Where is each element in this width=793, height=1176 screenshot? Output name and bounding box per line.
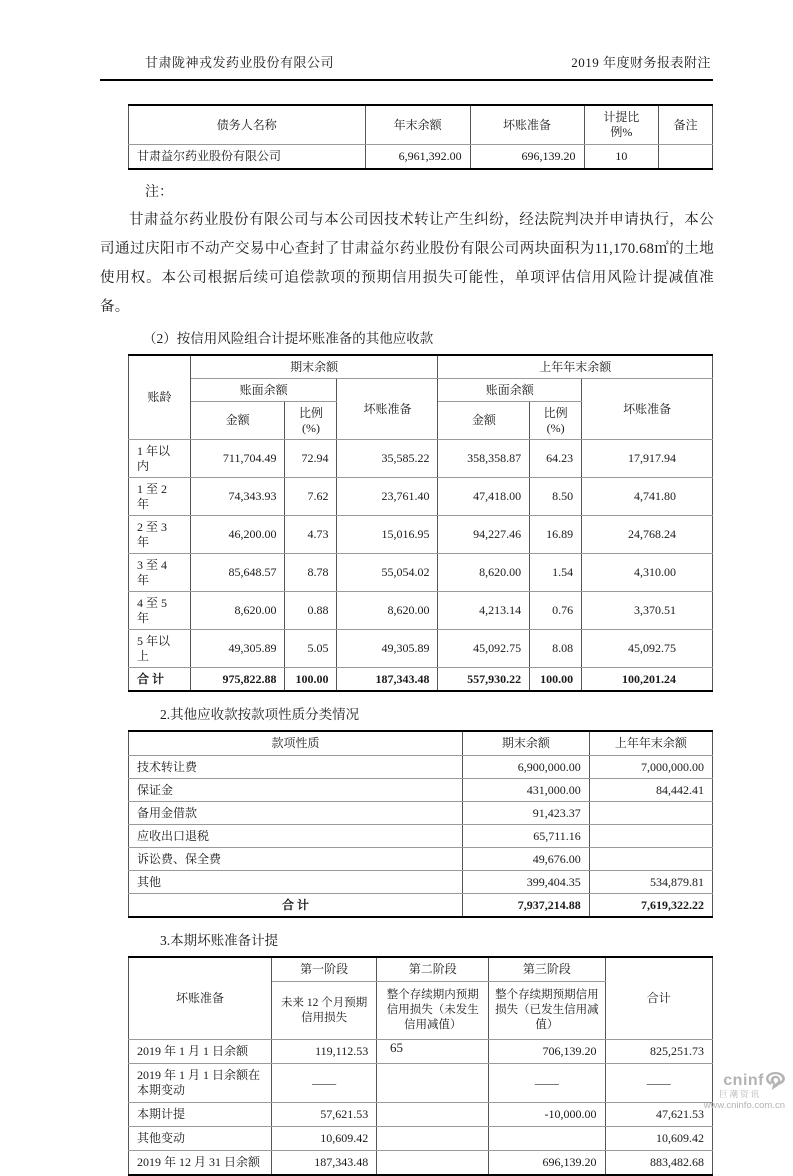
value-cell: 55,054.02 bbox=[337, 554, 438, 592]
value-cell bbox=[377, 1064, 489, 1103]
nature-label-cell: 其他 bbox=[129, 871, 463, 894]
value-cell: 64.23 bbox=[530, 440, 582, 478]
value-cell: 534,879.81 bbox=[589, 871, 712, 894]
col-header-remark: 备注 bbox=[659, 105, 713, 145]
debtor-name-cell: 甘肃益尔药业股份有限公司 bbox=[129, 145, 366, 170]
col-header-debtor: 债务人名称 bbox=[129, 105, 366, 145]
col-header-stage3-desc: 整个存续期预期信用损失（已发生信用减值） bbox=[489, 982, 605, 1040]
nature-label-cell: 保证金 bbox=[129, 779, 463, 802]
value-cell bbox=[589, 848, 712, 871]
value-cell: 16.89 bbox=[530, 516, 582, 554]
value-cell: 85,648.57 bbox=[190, 554, 285, 592]
page-header bbox=[100, 0, 711, 71]
row-label-cell: 2019 年 12 月 31 日余额 bbox=[129, 1151, 272, 1176]
value-cell: 358,358.87 bbox=[438, 440, 530, 478]
single-item-provision-table bbox=[128, 104, 713, 170]
col-header-row-label: 坏账准备 bbox=[129, 957, 272, 1040]
table-row bbox=[129, 825, 713, 848]
col-header-bad-debt: 坏账准备 bbox=[337, 379, 438, 440]
header-row bbox=[129, 105, 713, 145]
value-cell: 975,822.88 bbox=[190, 668, 285, 692]
table-row bbox=[129, 1151, 713, 1176]
nature-label-cell: 应收出口退税 bbox=[129, 825, 463, 848]
col-header-book-balance: 账面余额 bbox=[438, 379, 582, 402]
value-cell: 696,139.20 bbox=[470, 145, 584, 170]
value-cell: 84,442.41 bbox=[589, 779, 712, 802]
value-cell bbox=[489, 1127, 605, 1151]
company-name: 甘肃陇神戎发药业股份有限公司 bbox=[145, 55, 335, 70]
value-cell: 17,917.94 bbox=[582, 440, 713, 478]
table-row bbox=[129, 756, 713, 779]
value-cell: 8.08 bbox=[530, 630, 582, 668]
total-row bbox=[129, 894, 713, 918]
value-cell: 10 bbox=[584, 145, 659, 170]
table-row bbox=[129, 145, 713, 170]
cninfo-brand-cn: 巨潮资讯 bbox=[718, 1089, 761, 1099]
col-header-period-end: 期末余额 bbox=[463, 731, 590, 756]
value-cell: 4.73 bbox=[285, 516, 337, 554]
value-cell: 72.94 bbox=[285, 440, 337, 478]
table-row bbox=[129, 871, 713, 894]
value-cell: 4,741.80 bbox=[582, 478, 713, 516]
col-header-stage3: 第三阶段 bbox=[489, 957, 605, 982]
value-cell: 431,000.00 bbox=[463, 779, 590, 802]
value-cell: 74,343.93 bbox=[190, 478, 285, 516]
aging-label-cell: 5 年以上 bbox=[129, 630, 191, 668]
table-row bbox=[129, 440, 713, 478]
value-cell: 711,704.49 bbox=[190, 440, 285, 478]
col-header-prior-year-end: 上年年末余额 bbox=[589, 731, 712, 756]
table-row bbox=[129, 554, 713, 592]
value-cell: 7,000,000.00 bbox=[589, 756, 712, 779]
table-row bbox=[129, 630, 713, 668]
value-cell: 0.76 bbox=[530, 592, 582, 630]
value-cell bbox=[377, 1127, 489, 1151]
col-header-total: 合计 bbox=[605, 957, 712, 1040]
value-cell: 15,016.95 bbox=[337, 516, 438, 554]
value-cell: 8.50 bbox=[530, 478, 582, 516]
col-header-aging: 账龄 bbox=[129, 355, 191, 440]
value-cell: 10,609.42 bbox=[605, 1127, 712, 1151]
nature-classification-table bbox=[128, 730, 713, 918]
value-cell: —— bbox=[489, 1064, 605, 1103]
col-header-bad-debt: 坏账准备 bbox=[582, 379, 713, 440]
value-cell: 696,139.20 bbox=[489, 1151, 605, 1176]
col-header-year-end-balance: 年末余额 bbox=[365, 105, 470, 145]
aging-label-cell: 2 至 3 年 bbox=[129, 516, 191, 554]
table-row bbox=[129, 779, 713, 802]
table-row bbox=[129, 1064, 713, 1103]
col-header-stage1-desc: 未来 12 个月预期信用损失 bbox=[272, 982, 377, 1040]
row-label-cell: 其他变动 bbox=[129, 1127, 272, 1151]
value-cell: 49,305.89 bbox=[337, 630, 438, 668]
value-cell: 706,139.20 bbox=[489, 1040, 605, 1064]
value-cell: 100.00 bbox=[530, 668, 582, 692]
value-cell: —— bbox=[605, 1064, 712, 1103]
value-cell: 7,937,214.88 bbox=[463, 894, 590, 918]
value-cell bbox=[589, 825, 712, 848]
value-cell: 23,761.40 bbox=[337, 478, 438, 516]
col-header-ratio: 计提比例% bbox=[584, 105, 659, 145]
header-row bbox=[129, 731, 713, 756]
value-cell bbox=[589, 802, 712, 825]
aging-label-cell: 1 至 2 年 bbox=[129, 478, 191, 516]
value-cell: 187,343.48 bbox=[272, 1151, 377, 1176]
header-row bbox=[129, 957, 713, 982]
aging-label-cell: 4 至 5 年 bbox=[129, 592, 191, 630]
value-cell: 825,251.73 bbox=[605, 1040, 712, 1064]
value-cell: 100.00 bbox=[285, 668, 337, 692]
row-label-cell: 2019 年 1 月 1 日余额 bbox=[129, 1040, 272, 1064]
value-cell: 8,620.00 bbox=[438, 554, 530, 592]
col-header-nature: 款项性质 bbox=[129, 731, 463, 756]
col-header-period-end: 期末余额 bbox=[190, 355, 438, 379]
value-cell: 6,961,392.00 bbox=[365, 145, 470, 170]
section-heading-provision: 3.本期坏账准备计提 bbox=[160, 933, 279, 948]
value-cell: -10,000.00 bbox=[489, 1103, 605, 1127]
col-header-prior-year-end: 上年年末余额 bbox=[438, 355, 713, 379]
value-cell: —— bbox=[272, 1064, 377, 1103]
col-header-amount: 金额 bbox=[190, 402, 285, 440]
col-header-ratio: 比例(%) bbox=[530, 402, 582, 440]
report-title: 2019 年度财务报表附注 bbox=[571, 55, 711, 70]
value-cell: 187,343.48 bbox=[337, 668, 438, 692]
value-cell: 35,585.22 bbox=[337, 440, 438, 478]
value-cell: 7.62 bbox=[285, 478, 337, 516]
value-cell: 8,620.00 bbox=[190, 592, 285, 630]
value-cell: 91,423.37 bbox=[463, 802, 590, 825]
col-header-stage2-desc: 整个存续期内预期信用损失（未发生信用减值） bbox=[377, 982, 489, 1040]
value-cell: 883,482.68 bbox=[605, 1151, 712, 1176]
value-cell: 557,930.22 bbox=[438, 668, 530, 692]
total-row bbox=[129, 668, 713, 692]
row-label-cell: 本期计提 bbox=[129, 1103, 272, 1127]
table-row bbox=[129, 802, 713, 825]
value-cell: 100,201.24 bbox=[582, 668, 713, 692]
value-cell bbox=[377, 1151, 489, 1176]
col-header-amount: 金额 bbox=[438, 402, 530, 440]
row-label-cell: 2019 年 1 月 1 日余额在本期变动 bbox=[129, 1064, 272, 1103]
col-header-book-balance: 账面余额 bbox=[190, 379, 337, 402]
section-heading-credit-risk: （2）按信用风险组合计提坏账准备的其他应收款 bbox=[143, 331, 434, 346]
value-cell: 57,621.53 bbox=[272, 1103, 377, 1127]
cninfo-watermark bbox=[704, 1072, 785, 1111]
value-cell: 119,112.53 bbox=[272, 1040, 377, 1064]
value-cell: 0.88 bbox=[285, 592, 337, 630]
value-cell: 6,900,000.00 bbox=[463, 756, 590, 779]
col-header-stage1: 第一阶段 bbox=[272, 957, 377, 982]
page-body bbox=[100, 104, 714, 1176]
value-cell: 10,609.42 bbox=[272, 1127, 377, 1151]
value-cell: 24,768.24 bbox=[582, 516, 713, 554]
value-cell: 94,227.46 bbox=[438, 516, 530, 554]
value-cell: 47,621.53 bbox=[605, 1103, 712, 1127]
value-cell: 4,310.00 bbox=[582, 554, 713, 592]
note-paragraph: 甘肃益尔药业股份有限公司与本公司因技术转让产生纠纷，经法院判决并申请执行，本公司通过庆阳市不动产交易中心查封了甘肃益尔药业股份有限公司两块面积为11,170.68㎡的土地使用权。本公司根据后续可追偿款项的预期信用损失可能性，单项评估信用风险计提减值准备。 bbox=[100, 212, 714, 315]
page-number: 65 bbox=[390, 1040, 403, 1055]
value-cell: 47,418.00 bbox=[438, 478, 530, 516]
value-cell: 8,620.00 bbox=[337, 592, 438, 630]
value-cell: 3,370.51 bbox=[582, 592, 713, 630]
table-row bbox=[129, 478, 713, 516]
provision-stage-table bbox=[128, 956, 713, 1176]
total-label-cell: 合 计 bbox=[129, 668, 191, 692]
table-row bbox=[129, 516, 713, 554]
aging-label-cell: 3 至 4 年 bbox=[129, 554, 191, 592]
table-row bbox=[129, 1127, 713, 1151]
table-row bbox=[129, 592, 713, 630]
aging-analysis-table bbox=[128, 354, 713, 692]
value-cell: 49,305.89 bbox=[190, 630, 285, 668]
value-cell: 1.54 bbox=[530, 554, 582, 592]
table-row bbox=[129, 848, 713, 871]
value-cell: 49,676.00 bbox=[463, 848, 590, 871]
table-row bbox=[129, 1103, 713, 1127]
note-label: 注： bbox=[145, 185, 173, 200]
nature-label-cell: 备用金借款 bbox=[129, 802, 463, 825]
aging-label-cell: 1 年以内 bbox=[129, 440, 191, 478]
nature-label-cell: 诉讼费、保全费 bbox=[129, 848, 463, 871]
value-cell: 46,200.00 bbox=[190, 516, 285, 554]
col-header-ratio: 比例(%) bbox=[285, 402, 337, 440]
section-heading-nature: 2.其他应收款按款项性质分类情况 bbox=[160, 707, 360, 722]
value-cell: 8.78 bbox=[285, 554, 337, 592]
value-cell: 45,092.75 bbox=[582, 630, 713, 668]
cninfo-logo-icon bbox=[766, 1072, 785, 1090]
value-cell bbox=[377, 1103, 489, 1127]
remark-cell bbox=[659, 145, 713, 170]
cninfo-url: www.cninfo.com.cn bbox=[703, 1099, 785, 1111]
header-divider bbox=[100, 79, 713, 81]
value-cell: 5.05 bbox=[285, 630, 337, 668]
header-row bbox=[129, 379, 713, 402]
col-header-bad-debt: 坏账准备 bbox=[470, 105, 584, 145]
header-row bbox=[129, 355, 713, 379]
col-header-stage2: 第二阶段 bbox=[377, 957, 489, 982]
value-cell: 65,711.16 bbox=[463, 825, 590, 848]
nature-label-cell: 技术转让费 bbox=[129, 756, 463, 779]
cninfo-brand-text: cninf bbox=[723, 1071, 764, 1089]
value-cell: 7,619,322.22 bbox=[589, 894, 712, 918]
total-label-cell: 合 计 bbox=[129, 894, 463, 918]
value-cell: 45,092.75 bbox=[438, 630, 530, 668]
value-cell: 399,404.35 bbox=[463, 871, 590, 894]
value-cell: 4,213.14 bbox=[438, 592, 530, 630]
